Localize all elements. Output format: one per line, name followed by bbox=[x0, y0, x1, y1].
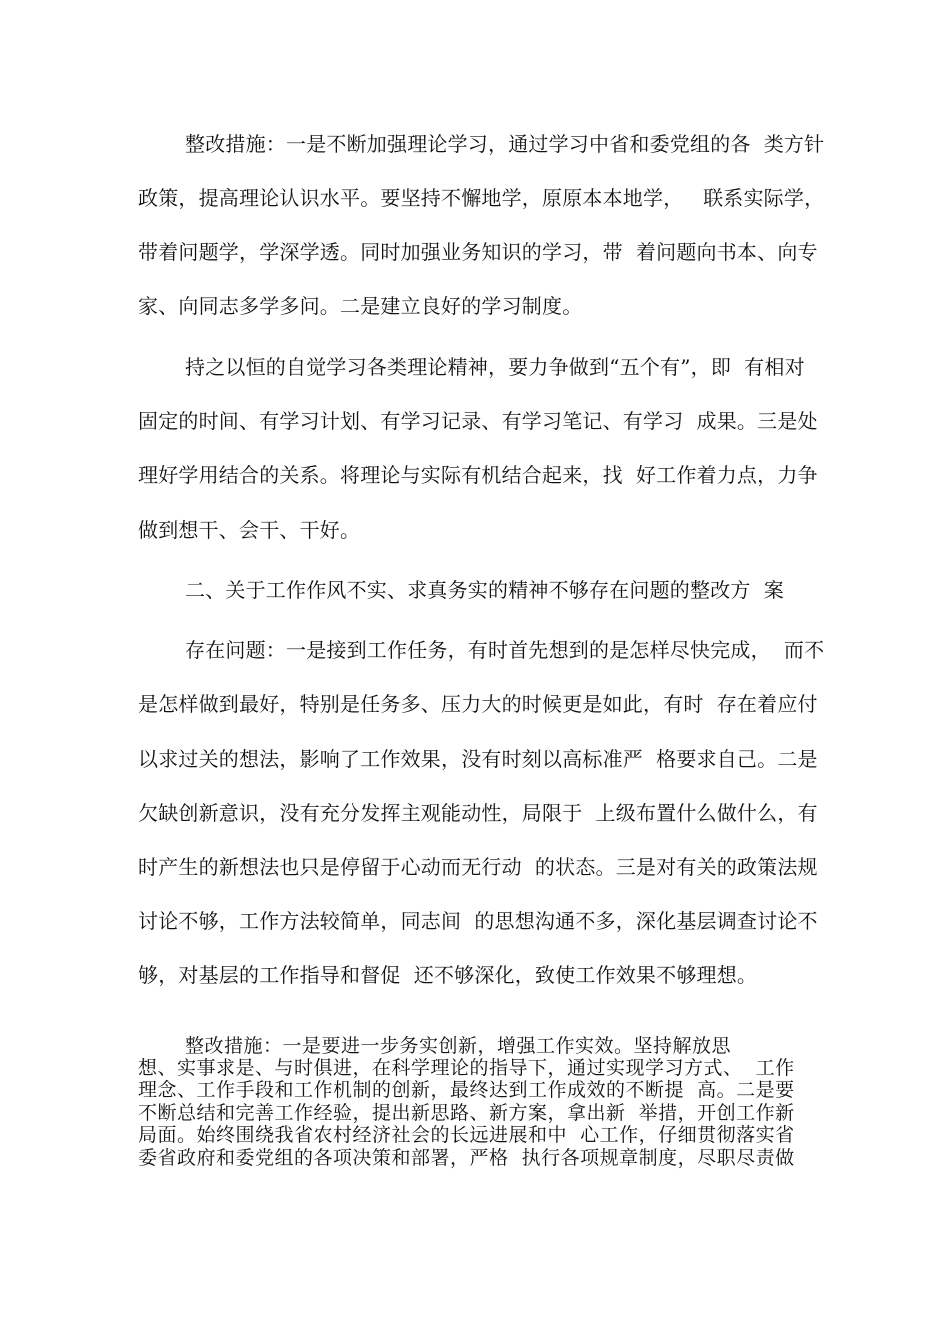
body-line: 整改措施：一是要进一步务实创新，增强工作实效。坚持解放思 bbox=[185, 1035, 732, 1057]
body-line: 带着问题学，学深学透。同时加强业务知识的学习，带 着问题向书本、向专 bbox=[138, 240, 818, 264]
body-line: 存在问题：一是接到工作任务，有时首先想到的是怎样尽快完成， 而不 bbox=[185, 638, 825, 662]
body-line: 以求过关的想法，影响了工作效果，没有时刻以高标准严 格要求自己。二是 bbox=[138, 747, 818, 771]
body-line: 整改措施：一是不断加强理论学习，通过学习中省和委党组的各 类方针 bbox=[185, 132, 825, 156]
body-line: 理念、工作手段和工作机制的创新，最终达到工作成效的不断提 高。二是要 bbox=[138, 1079, 795, 1101]
body-line: 持之以恒的自觉学习各类理论精神，要力争做到“五个有”，即 有相对 bbox=[185, 355, 805, 379]
body-line: 想、实事求是、与时俱进，在科学理论的指导下，通过实现学习方式、 工作 bbox=[138, 1057, 795, 1079]
body-line: 委省政府和委党组的各项决策和部署，严格 执行各项规章制度，尽职尽责做 bbox=[138, 1147, 795, 1169]
body-line: 欠缺创新意识，没有充分发挥主观能动性，局限于 上级布置什么做什么，有 bbox=[138, 801, 818, 825]
body-line: 家、向同志多学多问。二是建立良好的学习制度。 bbox=[138, 294, 583, 318]
section-heading: 二、关于工作作风不实、求真务实的精神不够存在问题的整改方 案 bbox=[185, 578, 784, 602]
body-line: 做到想干、会干、干好。 bbox=[138, 518, 361, 542]
body-line: 局面。始终围绕我省农村经济社会的长远进展和中 心工作，仔细贯彻落实省 bbox=[138, 1124, 795, 1146]
body-line: 够，对基层的工作指导和督促 还不够深化，致使工作效果不够理想。 bbox=[138, 963, 758, 987]
body-line: 不断总结和完善工作经验，提出新思路、新方案，拿出新 举措，开创工作新 bbox=[138, 1102, 795, 1124]
body-line: 固定的时间、有学习计划、有学习记录、有学习笔记、有学习 成果。三是处 bbox=[138, 409, 818, 433]
body-line: 理好学用结合的关系。将理论与实际有机结合起来，找 好工作着力点，力争 bbox=[138, 463, 818, 487]
body-line: 讨论不够，工作方法较简单，同志间 的思想沟通不多，深化基层调查讨论不 bbox=[138, 909, 818, 933]
body-line: 是怎样做到最好，特别是任务多、压力大的时候更是如此，有时 存在着应付 bbox=[138, 692, 818, 716]
body-line: 政策，提高理论认识水平。要坚持不懈地学，原原本本地学， 联系实际学， bbox=[138, 186, 825, 210]
body-line: 时产生的新想法也只是停留于心动而无行动 的状态。三是对有关的政策法规 bbox=[138, 855, 818, 879]
